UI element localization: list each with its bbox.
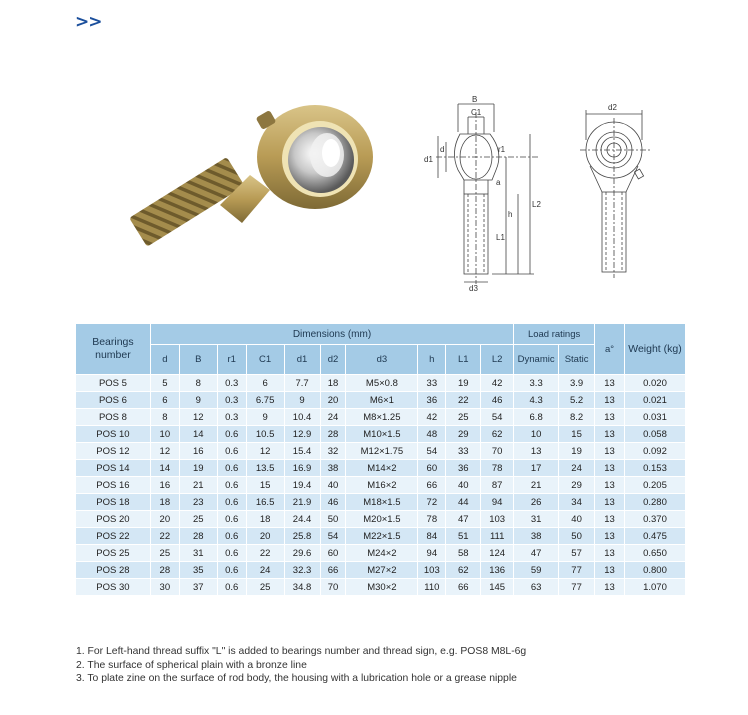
- table-cell: 24: [559, 460, 595, 477]
- table-cell: 9: [179, 392, 217, 409]
- table-cell: 62: [446, 562, 481, 579]
- table-cell: 24.4: [284, 511, 320, 528]
- header-col-d: d: [150, 345, 179, 375]
- header-col-B: B: [179, 345, 217, 375]
- table-cell: 103: [418, 562, 446, 579]
- table-cell: 62: [481, 426, 514, 443]
- label-B: B: [472, 95, 478, 104]
- table-cell: 54: [481, 409, 514, 426]
- bearing-number-cell: POS 8: [76, 409, 151, 426]
- table-cell: 15.4: [284, 443, 320, 460]
- table-cell: 18: [320, 375, 346, 392]
- table-cell: 25.8: [284, 528, 320, 545]
- table-cell: 3.3: [514, 375, 559, 392]
- table-cell: M10×1.5: [346, 426, 418, 443]
- table-cell: 10.5: [246, 426, 284, 443]
- table-cell: 50: [559, 528, 595, 545]
- table-cell: 72: [418, 494, 446, 511]
- table-cell: 16: [150, 477, 179, 494]
- note-1: 1. For Left-hand thread suffix "L" is added to bearings number and thread sign, e.g. POS8 M8L-6g: [76, 646, 527, 657]
- table-cell: 13: [595, 562, 625, 579]
- table-cell: 34: [559, 494, 595, 511]
- table-cell: 26: [514, 494, 559, 511]
- table-cell: 0.370: [624, 511, 685, 528]
- table-row: [76, 494, 686, 511]
- table-cell: 37: [179, 579, 217, 596]
- table-cell: 5: [150, 375, 179, 392]
- table-cell: M12×1.75: [346, 443, 418, 460]
- table-cell: 0.6: [217, 443, 246, 460]
- table-cell: 13: [595, 494, 625, 511]
- table-cell: 15: [246, 477, 284, 494]
- table-cell: 58: [446, 545, 481, 562]
- header-col-r1: r1: [217, 345, 246, 375]
- notes: [76, 645, 526, 686]
- table-cell: 33: [418, 375, 446, 392]
- table-cell: 145: [481, 579, 514, 596]
- table-cell: 23: [179, 494, 217, 511]
- table-cell: 0.153: [624, 460, 685, 477]
- table-row: [76, 477, 686, 494]
- table-cell: 0.280: [624, 494, 685, 511]
- table-cell: 20: [246, 528, 284, 545]
- table-cell: 47: [514, 545, 559, 562]
- table-cell: 21.9: [284, 494, 320, 511]
- table-cell: 6: [246, 375, 284, 392]
- table-cell: M22×1.5: [346, 528, 418, 545]
- table-cell: 29.6: [284, 545, 320, 562]
- table-cell: 13: [595, 477, 625, 494]
- table-row: [76, 460, 686, 477]
- table-cell: 28: [179, 528, 217, 545]
- table-cell: 4.3: [514, 392, 559, 409]
- table-cell: 21: [514, 477, 559, 494]
- table-cell: 54: [320, 528, 346, 545]
- table-cell: M20×1.5: [346, 511, 418, 528]
- table-cell: 25: [179, 511, 217, 528]
- table-cell: 136: [481, 562, 514, 579]
- table-cell: 46: [320, 494, 346, 511]
- nav-arrows[interactable]: >>: [75, 12, 102, 32]
- table-cell: 9: [284, 392, 320, 409]
- bearing-number-cell: POS 18: [76, 494, 151, 511]
- table-cell: M5×0.8: [346, 375, 418, 392]
- table-cell: 8.2: [559, 409, 595, 426]
- table-cell: 13: [595, 511, 625, 528]
- bearing-number-cell: POS 10: [76, 426, 151, 443]
- table-cell: 12: [246, 443, 284, 460]
- header-dynamic: Dynamic: [514, 345, 559, 375]
- table-cell: 57: [559, 545, 595, 562]
- table-row: [76, 409, 686, 426]
- table-cell: 77: [559, 579, 595, 596]
- table-cell: 22: [150, 528, 179, 545]
- table-cell: M14×2: [346, 460, 418, 477]
- front-view-drawing: [570, 100, 660, 280]
- bearing-number-cell: POS 22: [76, 528, 151, 545]
- label-a: a: [496, 178, 501, 187]
- table-cell: 13: [595, 392, 625, 409]
- table-cell: 31: [514, 511, 559, 528]
- table-cell: 36: [418, 392, 446, 409]
- bearing-number-cell: POS 5: [76, 375, 151, 392]
- table-row: [76, 392, 686, 409]
- table-row: [76, 528, 686, 545]
- table-cell: 38: [514, 528, 559, 545]
- header-col-d2: d2: [320, 345, 346, 375]
- table-cell: 38: [320, 460, 346, 477]
- bearing-number-cell: POS 14: [76, 460, 151, 477]
- header-load-ratings: Load ratings: [514, 324, 595, 345]
- table-cell: M6×1: [346, 392, 418, 409]
- table-cell: 13: [514, 443, 559, 460]
- table-cell: 0.021: [624, 392, 685, 409]
- table-cell: 32: [320, 443, 346, 460]
- table-cell: 0.020: [624, 375, 685, 392]
- table-cell: 111: [481, 528, 514, 545]
- table-cell: 8: [150, 409, 179, 426]
- table-cell: 19: [179, 460, 217, 477]
- header-dimensions: Dimensions (mm): [150, 324, 513, 345]
- bearing-number-cell: POS 12: [76, 443, 151, 460]
- table-cell: 70: [481, 443, 514, 460]
- label-d1: d1: [424, 155, 433, 164]
- label-d3: d3: [469, 284, 478, 292]
- table-cell: 17: [514, 460, 559, 477]
- table-row: [76, 545, 686, 562]
- table-row: [76, 443, 686, 460]
- table-cell: 19.4: [284, 477, 320, 494]
- table-cell: 25: [246, 579, 284, 596]
- table-cell: 36: [446, 460, 481, 477]
- table-cell: 35: [179, 562, 217, 579]
- table-cell: 6.75: [246, 392, 284, 409]
- side-view-drawing: [408, 92, 548, 292]
- table-body: [76, 375, 686, 596]
- table-cell: 32.3: [284, 562, 320, 579]
- table-cell: 13: [595, 409, 625, 426]
- header-static: Static: [559, 345, 595, 375]
- table-row: [76, 511, 686, 528]
- table-cell: 0.6: [217, 477, 246, 494]
- label-r1: r1: [498, 145, 506, 154]
- table-cell: 0.6: [217, 562, 246, 579]
- table-cell: 0.058: [624, 426, 685, 443]
- table-cell: 1.070: [624, 579, 685, 596]
- label-C1: C1: [471, 108, 482, 117]
- table-cell: M8×1.25: [346, 409, 418, 426]
- bearing-number-cell: POS 16: [76, 477, 151, 494]
- table-cell: 14: [150, 460, 179, 477]
- label-L1: L1: [496, 233, 505, 242]
- label-d2: d2: [608, 103, 617, 112]
- table-cell: 66: [418, 477, 446, 494]
- table-cell: 13: [595, 443, 625, 460]
- table-cell: 10.4: [284, 409, 320, 426]
- table-cell: 20: [320, 392, 346, 409]
- table-cell: 42: [481, 375, 514, 392]
- table-cell: 29: [559, 477, 595, 494]
- table-cell: 16.9: [284, 460, 320, 477]
- note-2: 2. The surface of spherical plain with a bronze line: [76, 659, 307, 671]
- table-cell: 16.5: [246, 494, 284, 511]
- label-d: d: [440, 145, 445, 154]
- table-cell: 110: [418, 579, 446, 596]
- bearing-number-cell: POS 20: [76, 511, 151, 528]
- bearing-number-cell: POS 6: [76, 392, 151, 409]
- table-cell: 87: [481, 477, 514, 494]
- header-weight: Weight (kg): [624, 324, 685, 375]
- table-cell: 54: [418, 443, 446, 460]
- table-cell: 66: [320, 562, 346, 579]
- table-cell: 24: [246, 562, 284, 579]
- table-cell: 48: [418, 426, 446, 443]
- header-col-d3: d3: [346, 345, 418, 375]
- label-L2: L2: [532, 200, 541, 209]
- table-cell: 0.6: [217, 528, 246, 545]
- header-col-h: h: [418, 345, 446, 375]
- table-cell: 24: [320, 409, 346, 426]
- table-cell: 42: [418, 409, 446, 426]
- table-cell: 0.6: [217, 460, 246, 477]
- table-cell: 22: [446, 392, 481, 409]
- header-bearings-number: Bearings number: [76, 324, 151, 375]
- table-cell: 60: [418, 460, 446, 477]
- header-col-L1: L1: [446, 345, 481, 375]
- table-cell: 21: [179, 477, 217, 494]
- table-cell: 47: [446, 511, 481, 528]
- table-cell: M24×2: [346, 545, 418, 562]
- table-cell: 29: [446, 426, 481, 443]
- table-cell: 28: [320, 426, 346, 443]
- table-cell: 19: [559, 443, 595, 460]
- table-cell: 12.9: [284, 426, 320, 443]
- table-cell: 13: [595, 460, 625, 477]
- table-cell: 0.6: [217, 545, 246, 562]
- table-cell: 94: [481, 494, 514, 511]
- table-cell: 63: [514, 579, 559, 596]
- table-cell: 25: [150, 545, 179, 562]
- table-cell: 13: [595, 528, 625, 545]
- table-cell: 30: [150, 579, 179, 596]
- table-cell: 40: [559, 511, 595, 528]
- table-cell: 0.3: [217, 409, 246, 426]
- table-cell: 19: [446, 375, 481, 392]
- table-cell: 13: [595, 545, 625, 562]
- table-cell: 15: [559, 426, 595, 443]
- table-cell: 46: [481, 392, 514, 409]
- table-cell: 124: [481, 545, 514, 562]
- table-cell: 78: [481, 460, 514, 477]
- table-cell: 22: [246, 545, 284, 562]
- table-cell: 6.8: [514, 409, 559, 426]
- table-cell: 84: [418, 528, 446, 545]
- table-cell: 34.8: [284, 579, 320, 596]
- table-cell: 13.5: [246, 460, 284, 477]
- bearing-number-cell: POS 25: [76, 545, 151, 562]
- table-cell: 13: [595, 375, 625, 392]
- table-row: [76, 375, 686, 392]
- table-cell: 0.6: [217, 511, 246, 528]
- table-cell: 40: [320, 477, 346, 494]
- table-cell: 6: [150, 392, 179, 409]
- table-cell: 16: [179, 443, 217, 460]
- table-cell: 0.475: [624, 528, 685, 545]
- header-alpha: a°: [595, 324, 625, 375]
- table-cell: 59: [514, 562, 559, 579]
- table-cell: 25: [446, 409, 481, 426]
- table-cell: 94: [418, 545, 446, 562]
- table-cell: 51: [446, 528, 481, 545]
- table-cell: 0.3: [217, 375, 246, 392]
- table-cell: M18×1.5: [346, 494, 418, 511]
- header-col-d1: d1: [284, 345, 320, 375]
- table-cell: 13: [595, 579, 625, 596]
- rod-end-photo: [120, 95, 380, 255]
- table-cell: 9: [246, 409, 284, 426]
- table-cell: 50: [320, 511, 346, 528]
- table-cell: 13: [595, 426, 625, 443]
- table-cell: 0.092: [624, 443, 685, 460]
- table-cell: 0.650: [624, 545, 685, 562]
- note-3: 3. To plate zine on the surface of rod body, the housing with a lubrication hole or a grease nipple: [76, 673, 517, 684]
- table-cell: M30×2: [346, 579, 418, 596]
- table-cell: 20: [150, 511, 179, 528]
- table-cell: 5.2: [559, 392, 595, 409]
- table-cell: 60: [320, 545, 346, 562]
- table-cell: 8: [179, 375, 217, 392]
- table-cell: 33: [446, 443, 481, 460]
- table-cell: 10: [150, 426, 179, 443]
- table-cell: 0.6: [217, 426, 246, 443]
- table-cell: 44: [446, 494, 481, 511]
- table-cell: 103: [481, 511, 514, 528]
- label-h: h: [508, 210, 513, 219]
- table-row: [76, 562, 686, 579]
- table-cell: 14: [179, 426, 217, 443]
- table-cell: 78: [418, 511, 446, 528]
- table-cell: 28: [150, 562, 179, 579]
- table-cell: 0.3: [217, 392, 246, 409]
- table-cell: 7.7: [284, 375, 320, 392]
- table-cell: 12: [179, 409, 217, 426]
- table-cell: 18: [246, 511, 284, 528]
- table-cell: 0.205: [624, 477, 685, 494]
- header-col-L2: L2: [481, 345, 514, 375]
- table-cell: 31: [179, 545, 217, 562]
- table-cell: 0.6: [217, 494, 246, 511]
- bearing-number-cell: POS 28: [76, 562, 151, 579]
- table-cell: 40: [446, 477, 481, 494]
- table-cell: 0.6: [217, 579, 246, 596]
- table-cell: 77: [559, 562, 595, 579]
- table-cell: 0.800: [624, 562, 685, 579]
- table-cell: 0.031: [624, 409, 685, 426]
- table-cell: 66: [446, 579, 481, 596]
- table-cell: 70: [320, 579, 346, 596]
- table-cell: 12: [150, 443, 179, 460]
- table-cell: 10: [514, 426, 559, 443]
- table-cell: 18: [150, 494, 179, 511]
- table-cell: 3.9: [559, 375, 595, 392]
- table-cell: M27×2: [346, 562, 418, 579]
- table-cell: M16×2: [346, 477, 418, 494]
- table-row: [76, 426, 686, 443]
- bearing-number-cell: POS 30: [76, 579, 151, 596]
- specification-table: [75, 323, 686, 596]
- header-col-C1: C1: [246, 345, 284, 375]
- table-row: [76, 579, 686, 596]
